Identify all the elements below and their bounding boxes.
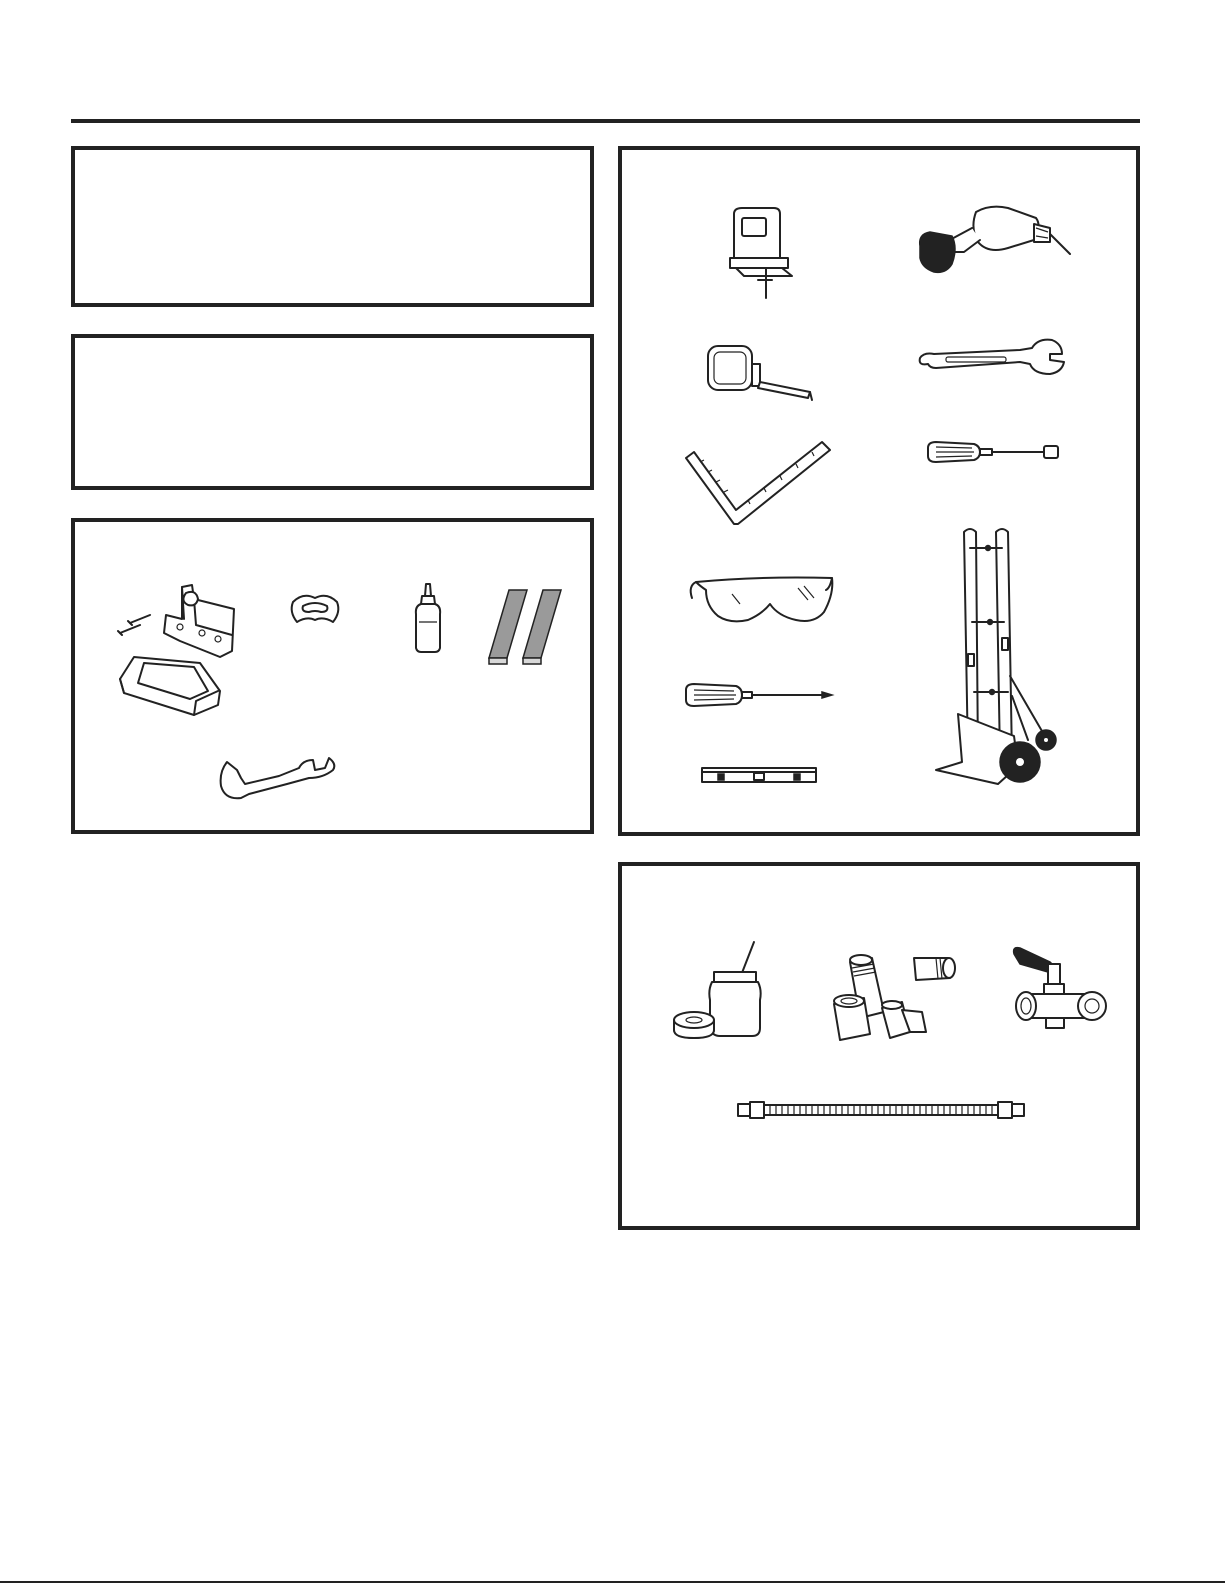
footer-rule	[0, 1581, 1225, 1583]
middle-left-box	[71, 334, 594, 490]
lubricant-bottle-icon	[411, 582, 445, 654]
hand-truck-icon	[928, 526, 1064, 788]
carpenter-square-icon	[684, 440, 832, 528]
nut-driver-icon	[926, 440, 1062, 464]
pipe-fittings-icon	[830, 952, 964, 1044]
shutoff-valve-icon	[1010, 944, 1116, 1044]
flexible-connector-icon	[736, 1098, 1026, 1122]
safety-glasses-icon	[686, 566, 834, 628]
pipe-compound-and-tape-icon	[672, 938, 772, 1042]
open-end-wrench-icon	[217, 756, 339, 812]
top-left-box	[71, 146, 594, 307]
tape-measure-icon	[706, 344, 814, 404]
adjustable-wrench-icon	[916, 336, 1066, 378]
screwdriver-icon	[684, 682, 834, 708]
strips-icon	[487, 586, 569, 666]
grommet-icon	[287, 590, 343, 628]
level-icon	[700, 766, 818, 784]
header-rule	[71, 119, 1140, 123]
jigsaw-icon	[722, 206, 802, 302]
mounting-bracket-kit-icon	[110, 575, 250, 715]
parts-box	[71, 518, 594, 834]
power-drill-icon	[916, 202, 1072, 276]
tools-box	[618, 146, 1140, 836]
materials-box	[618, 862, 1140, 1230]
